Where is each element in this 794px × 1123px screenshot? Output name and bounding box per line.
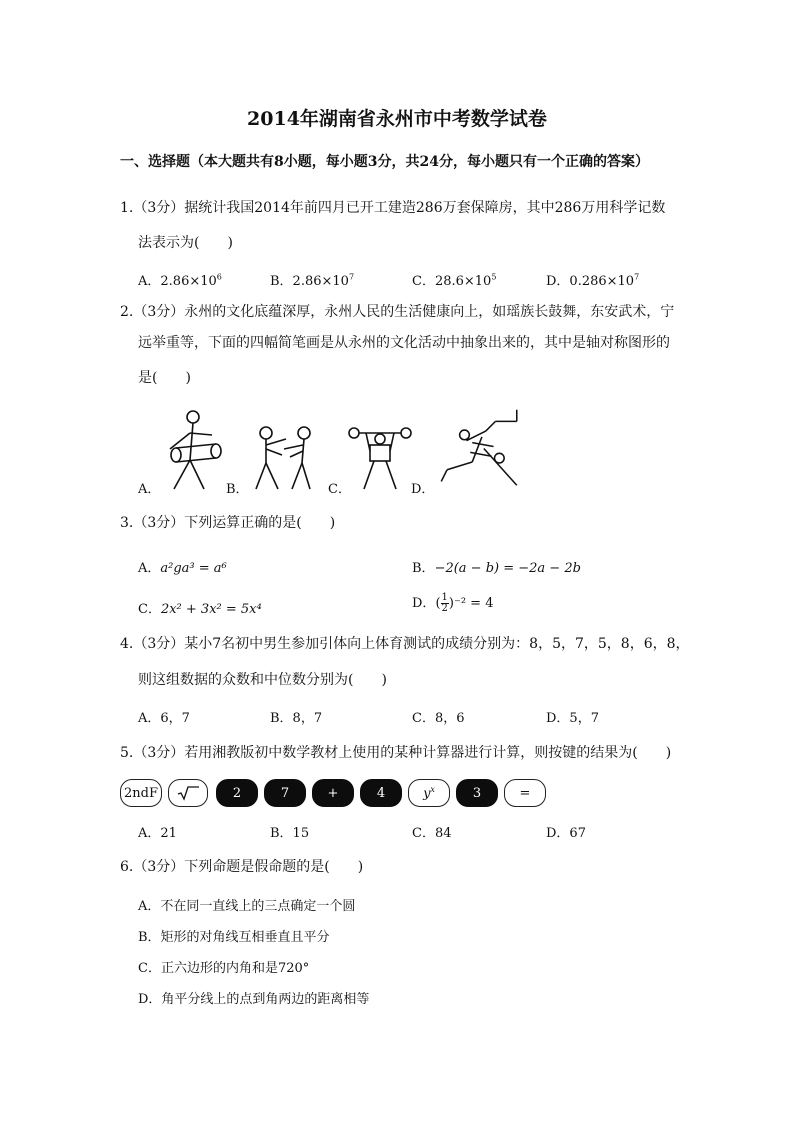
- figure-label-b: B．: [226, 482, 249, 497]
- q4-stem-line1: 4.（3分）某小7名初中男生参加引体向上体育测试的成绩分别为：8，5，7，5，8，6，8，: [120, 636, 690, 652]
- q1-option-c: C．$28.6\times 10^5$: [412, 272, 497, 289]
- q5-option-a: A．21: [138, 826, 177, 841]
- q5-stem: 5.（3分）若用湘教版初中数学教材上使用的某种计算器进行计算，则按键的结果为( ): [120, 745, 672, 761]
- q6-stem: 6.（3分）下列命题是假命题的是( ): [120, 859, 364, 875]
- key-equals: =: [504, 779, 546, 807]
- figure-label-a: A．: [138, 482, 161, 497]
- figure-d-skier: [436, 402, 522, 494]
- q1-option-b: B．$2.86\times 10^7$: [270, 272, 355, 289]
- q1-option-a: A．$2.86\times 10^6$: [138, 272, 222, 289]
- power-icon: $y^x$: [423, 784, 435, 802]
- figure-c-weightlifter: [344, 405, 416, 497]
- key-2ndf: 2ndF: [120, 779, 162, 807]
- q2-stem-line3: 是( ): [138, 370, 191, 386]
- figure-label-d: D．: [411, 482, 435, 497]
- q1-stem-line1: 1.（3分）据统计我国2014年前四月已开工建造286万套保障房，其中286万用科学记数: [120, 200, 666, 216]
- key-4: 4: [360, 779, 402, 807]
- q6-option-a: A．不在同一直线上的三点确定一个圆: [138, 899, 356, 914]
- q5-option-b: B．15: [270, 826, 310, 841]
- sqrt-icon: [176, 785, 200, 801]
- key-2: 2: [216, 779, 258, 807]
- calculator-key-sequence: [120, 779, 560, 809]
- section-heading: 一、选择题（本大题共有8小题，每小题3分，共24分，每小题只有一个正确的答案）: [120, 154, 649, 170]
- q5-option-c: C．84: [412, 826, 452, 841]
- q4-stem-line2: 则这组数据的众数和中位数分别为( ): [138, 672, 387, 688]
- q6-option-c: C．正六边形的内角和是720°: [138, 961, 310, 976]
- q1-stem-line2: 法表示为( ): [138, 235, 233, 251]
- q3-option-c: C．2x² + 3x² = 5x⁴: [138, 602, 262, 617]
- q4-option-b: B．8，7: [270, 711, 323, 726]
- key-plus: +: [312, 779, 354, 807]
- q4-option-c: C．8，6: [412, 711, 465, 726]
- page-title: 2014年湖南省永州市中考数学试卷: [247, 108, 547, 130]
- q3-option-b: B．−2(a − b) = −2a − 2b: [412, 561, 581, 576]
- key-7: 7: [264, 779, 306, 807]
- q3-option-a: A．a²ga³ = a⁶: [138, 561, 227, 576]
- q1-option-d: D．$0.286\times 10^7$: [546, 272, 640, 289]
- q3-stem: 3.（3分）下列运算正确的是( ): [120, 515, 336, 531]
- q5-option-d: D．67: [546, 826, 586, 841]
- q2-stem-line2: 远举重等，下面的四幅简笔画是从永州的文化活动中抽象出来的，其中是轴对称图形的: [138, 335, 670, 351]
- q6-option-d: D．角平分线上的点到角两边的距离相等: [138, 992, 370, 1007]
- q4-option-a: A．6，7: [138, 711, 190, 726]
- key-sqrt: [168, 779, 208, 807]
- q3-option-d: D．( $\frac{1}{2}$ )⁻² = 4: [412, 592, 494, 614]
- key-power: [408, 779, 450, 807]
- q4-option-d: D．5，7: [546, 711, 599, 726]
- figure-b-martial-artists: [246, 405, 320, 497]
- figure-a-drum-dancer: [160, 405, 230, 497]
- q2-stem-line1: 2.（3分）永州的文化底蕴深厚，永州人民的生活健康向上，如瑶族长鼓舞，东安武术，宁: [120, 304, 675, 320]
- q6-option-b: B．矩形的对角线互相垂直且平分: [138, 930, 330, 945]
- key-3: 3: [456, 779, 498, 807]
- figure-label-c: C．: [328, 482, 351, 497]
